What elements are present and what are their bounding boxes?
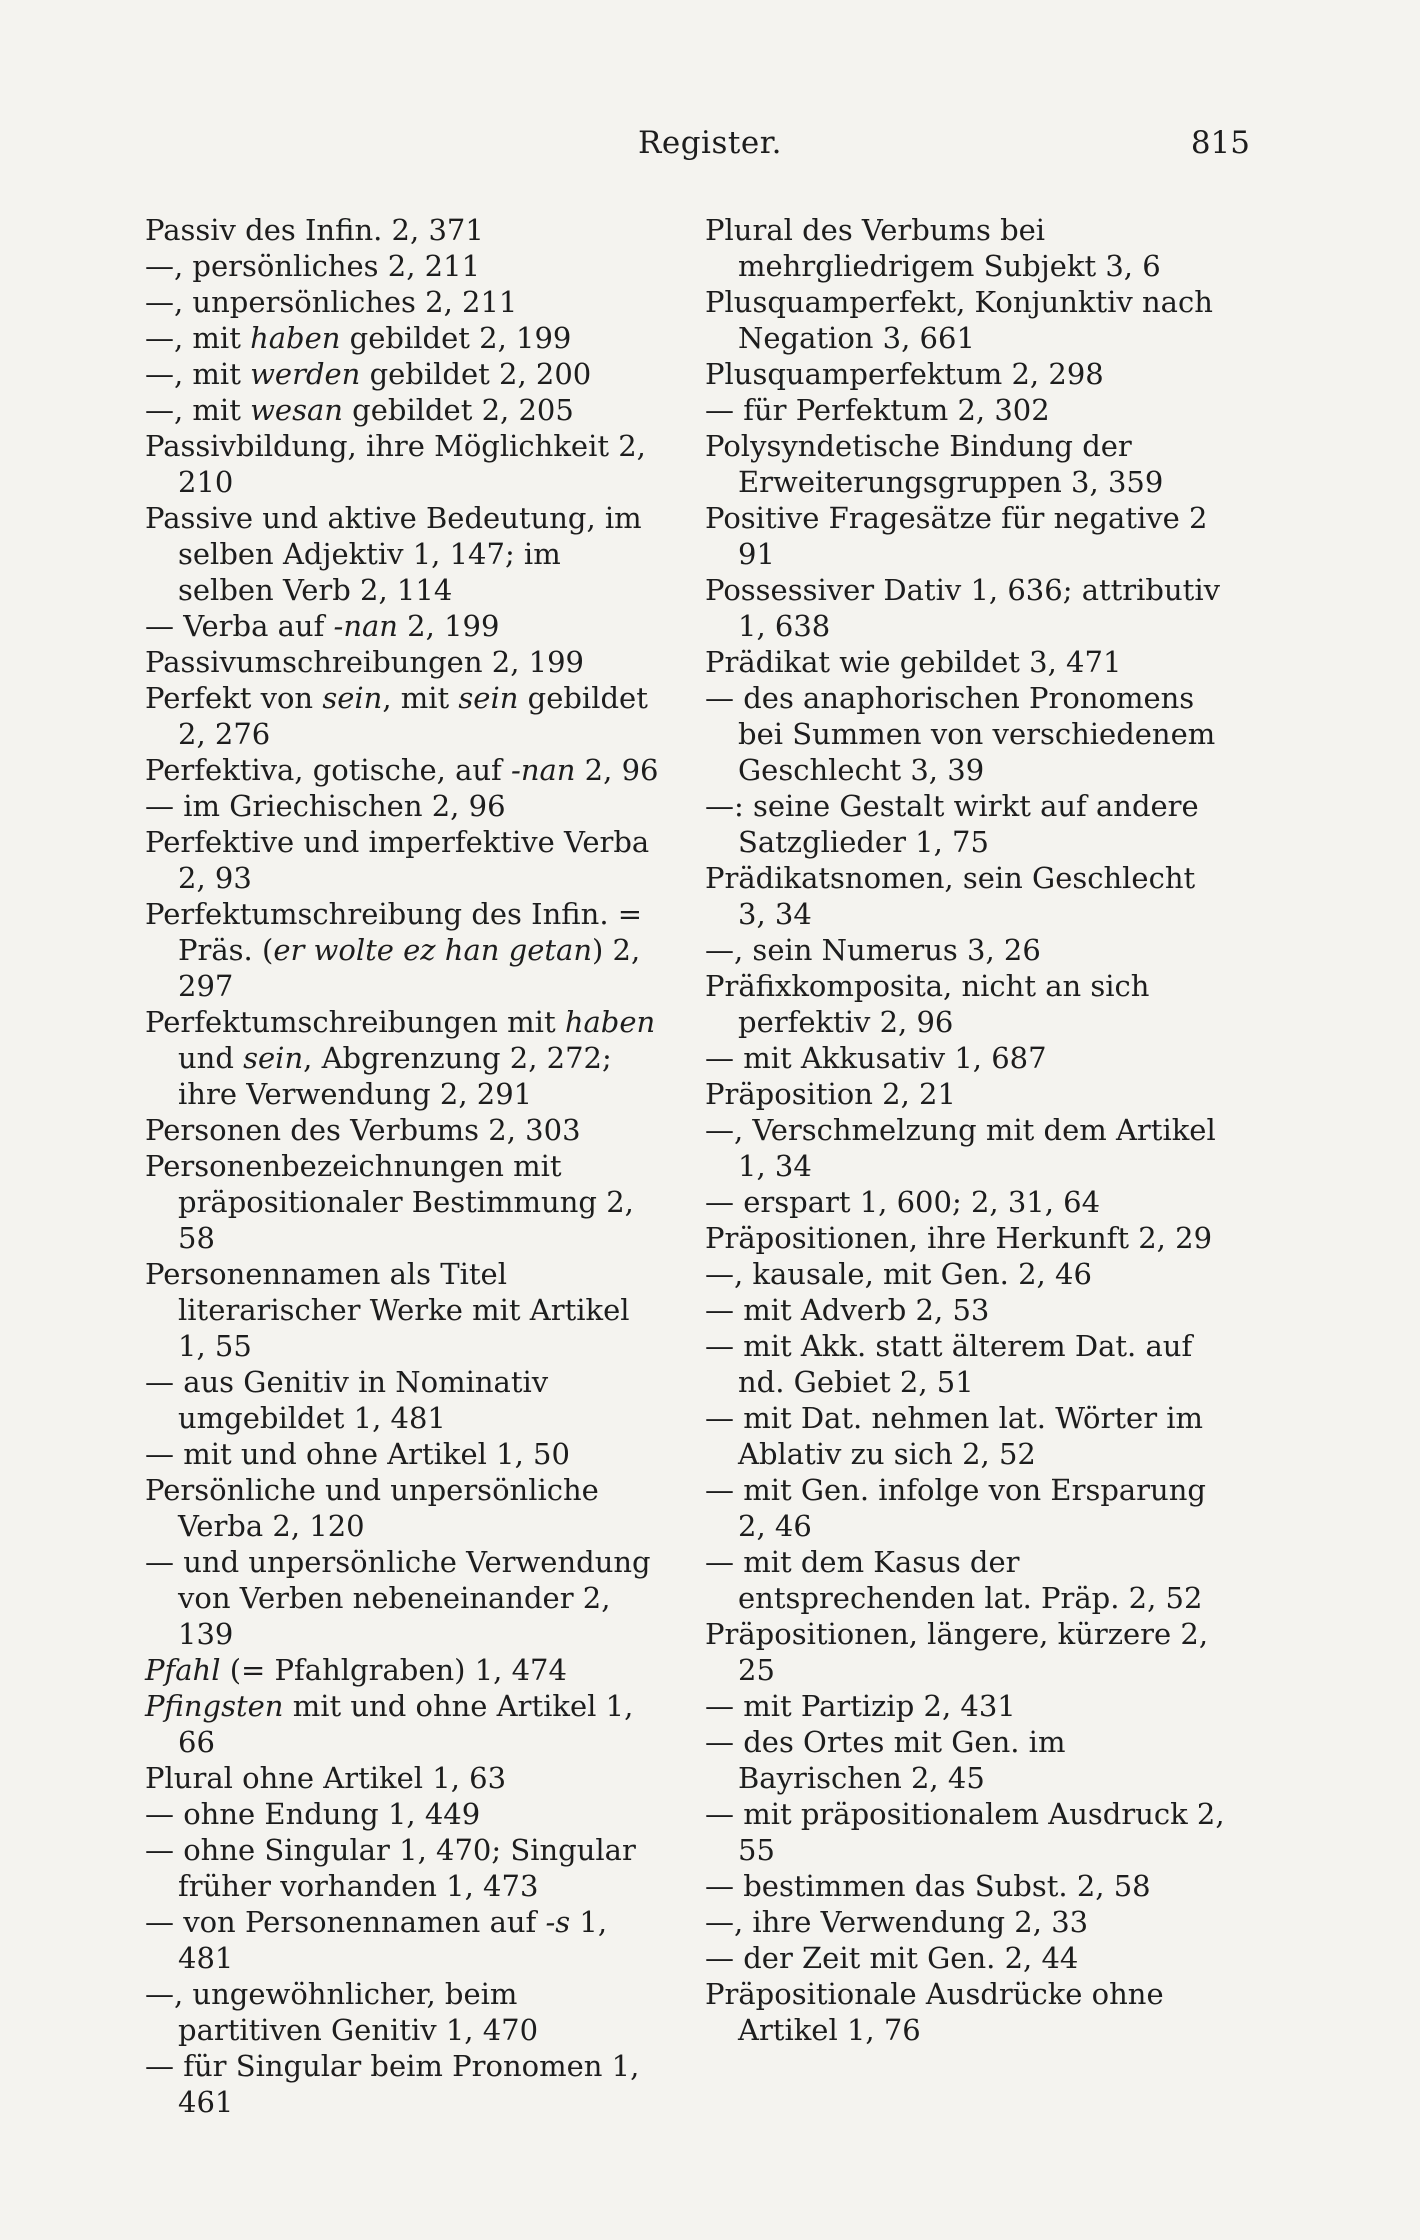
- index-entry: Persönliche und unpersönliche Verba 2, 120: [145, 1473, 599, 1543]
- index-entry: Präpositionen, längere, kürzere 2, 25: [705, 1617, 1209, 1687]
- index-entry: —, ungewöhnlicher, beim partitiven Genitiv 1, 470: [145, 1977, 539, 2047]
- index-entry: Perfekt von sein, mit sein gebildet 2, 276: [145, 681, 648, 751]
- index-column-right: [705, 212, 1225, 2048]
- index-entry: — aus Genitiv in Nominativ umgebildet 1, 481: [145, 1365, 549, 1435]
- index-entry: Polysyndetische Bindung der Erweiterungsgruppen 3, 359: [705, 429, 1164, 499]
- index-entry: Präpositionale Ausdrücke ohne Artikel 1, 76: [705, 1977, 1164, 2047]
- index-entry: Plural ohne Artikel 1, 63: [145, 1761, 507, 1795]
- index-entry: Perfektive und imperfektive Verba 2, 93: [145, 825, 650, 895]
- index-entry: Plusquamperfektum 2, 298: [705, 357, 1104, 391]
- index-entry: —, Verschmelzung mit dem Artikel 1, 34: [705, 1113, 1216, 1183]
- index-entry: — des anaphorischen Pronomens bei Summen von verschiedenem Geschlecht 3, 39: [705, 681, 1216, 787]
- index-entry: Präfixkomposita, nicht an sich perfektiv 2, 96: [705, 969, 1150, 1039]
- index-entry: — mit und ohne Artikel 1, 50: [145, 1437, 570, 1471]
- index-entry: — ohne Singular 1, 470; Singular früher vorhanden 1, 473: [145, 1833, 636, 1903]
- index-entry: Positive Fragesätze für negative 2 91: [705, 501, 1208, 571]
- index-entry: — mit Gen. infolge von Ersparung 2, 46: [705, 1473, 1206, 1543]
- index-entry: —, ihre Verwendung 2, 33: [705, 1905, 1089, 1939]
- index-entry: Passive und aktive Bedeutung, im selben Adjektiv 1, 147; im selben Verb 2, 114: [145, 501, 642, 607]
- index-entry: — und unpersönliche Verwendung von Verben nebeneinander 2, 139: [145, 1545, 651, 1651]
- index-entry: Personenbezeichnungen mit präpositionaler Bestimmung 2, 58: [145, 1149, 634, 1255]
- index-entry: Pfahl (= Pfahlgraben) 1, 474: [145, 1653, 567, 1687]
- index-entry: Plusquamperfekt, Konjunktiv nach Negation 3, 661: [705, 285, 1213, 355]
- index-entry: —, mit werden gebildet 2, 200: [145, 357, 592, 391]
- index-entry: — bestimmen das Subst. 2, 58: [705, 1869, 1151, 1903]
- index-entry: —, mit wesan gebildet 2, 205: [145, 393, 574, 427]
- index-entry: — für Perfektum 2, 302: [705, 393, 1050, 427]
- index-entry: Passiv des Infin. 2, 371: [145, 213, 484, 247]
- index-entry: Pfingsten mit und ohne Artikel 1, 66: [145, 1689, 634, 1759]
- index-entry: — erspart 1, 600; 2, 31, 64: [705, 1185, 1101, 1219]
- index-entry: —, mit haben gebildet 2, 199: [145, 321, 572, 355]
- index-entry: —, persönliches 2, 211: [145, 249, 481, 283]
- index-entry: Plural des Verbums bei mehrgliedrigem Subjekt 3, 6: [705, 213, 1161, 283]
- page-number: 815: [1190, 125, 1250, 161]
- index-entry: Possessiver Dativ 1, 636; attributiv 1, 638: [705, 573, 1220, 643]
- index-entry: — mit Adverb 2, 53: [705, 1293, 990, 1327]
- index-entry: — mit präpositionalem Ausdruck 2, 55: [705, 1797, 1225, 1867]
- index-entry: —, kausale, mit Gen. 2, 46: [705, 1257, 1092, 1291]
- index-entry: Personen des Verbums 2, 303: [145, 1113, 581, 1147]
- index-entry: Perfektiva, gotische, auf -nan 2, 96: [145, 753, 659, 787]
- index-entry: — mit Akkusativ 1, 687: [705, 1041, 1047, 1075]
- index-entry: —: seine Gestalt wirkt auf andere Satzglieder 1, 75: [705, 789, 1199, 859]
- index-entry: Prädikat wie gebildet 3, 471: [705, 645, 1122, 679]
- index-entry: — des Ortes mit Gen. im Bayrischen 2, 45: [705, 1725, 1066, 1795]
- index-entry: — im Griechischen 2, 96: [145, 789, 506, 823]
- index-entry: Perfektumschreibung des Infin. = Präs. (er wolte ez han getan) 2, 297: [145, 897, 643, 1003]
- index-entry: Prädikatsnomen, sein Geschlecht 3, 34: [705, 861, 1196, 931]
- index-entry: — mit Partizip 2, 431: [705, 1689, 1016, 1723]
- index-entry: Passivumschreibungen 2, 199: [145, 645, 584, 679]
- index-entry: Passivbildung, ihre Möglichkeit 2, 210: [145, 429, 646, 499]
- index-entry: —, unpersönliches 2, 211: [145, 285, 518, 319]
- index-entry: — mit dem Kasus der entsprechenden lat. Präp. 2, 52: [705, 1545, 1203, 1615]
- index-entry: Personennamen als Titel literarischer Werke mit Artikel 1, 55: [145, 1257, 630, 1363]
- index-entry: Perfektumschreibungen mit haben und sein, Abgrenzung 2, 272; ihre Verwendung 2, 291: [145, 1005, 656, 1111]
- running-header: Register.: [638, 125, 782, 161]
- index-entry: Präposition 2, 21: [705, 1077, 956, 1111]
- index-entry: Präpositionen, ihre Herkunft 2, 29: [705, 1221, 1213, 1255]
- index-entry: — mit Akk. statt älterem Dat. auf nd. Gebiet 2, 51: [705, 1329, 1193, 1399]
- index-entry: —, sein Numerus 3, 26: [705, 933, 1041, 967]
- index-entry: — von Personennamen auf -s 1, 481: [145, 1905, 608, 1975]
- index-entry: — Verba auf -nan 2, 199: [145, 609, 500, 643]
- index-entry: — für Singular beim Pronomen 1, 461: [145, 2049, 640, 2119]
- index-entry: — ohne Endung 1, 449: [145, 1797, 481, 1831]
- index-entry: — der Zeit mit Gen. 2, 44: [705, 1941, 1079, 1975]
- index-entry: — mit Dat. nehmen lat. Wörter im Ablativ zu sich 2, 52: [705, 1401, 1204, 1471]
- index-column-left: [145, 212, 665, 2120]
